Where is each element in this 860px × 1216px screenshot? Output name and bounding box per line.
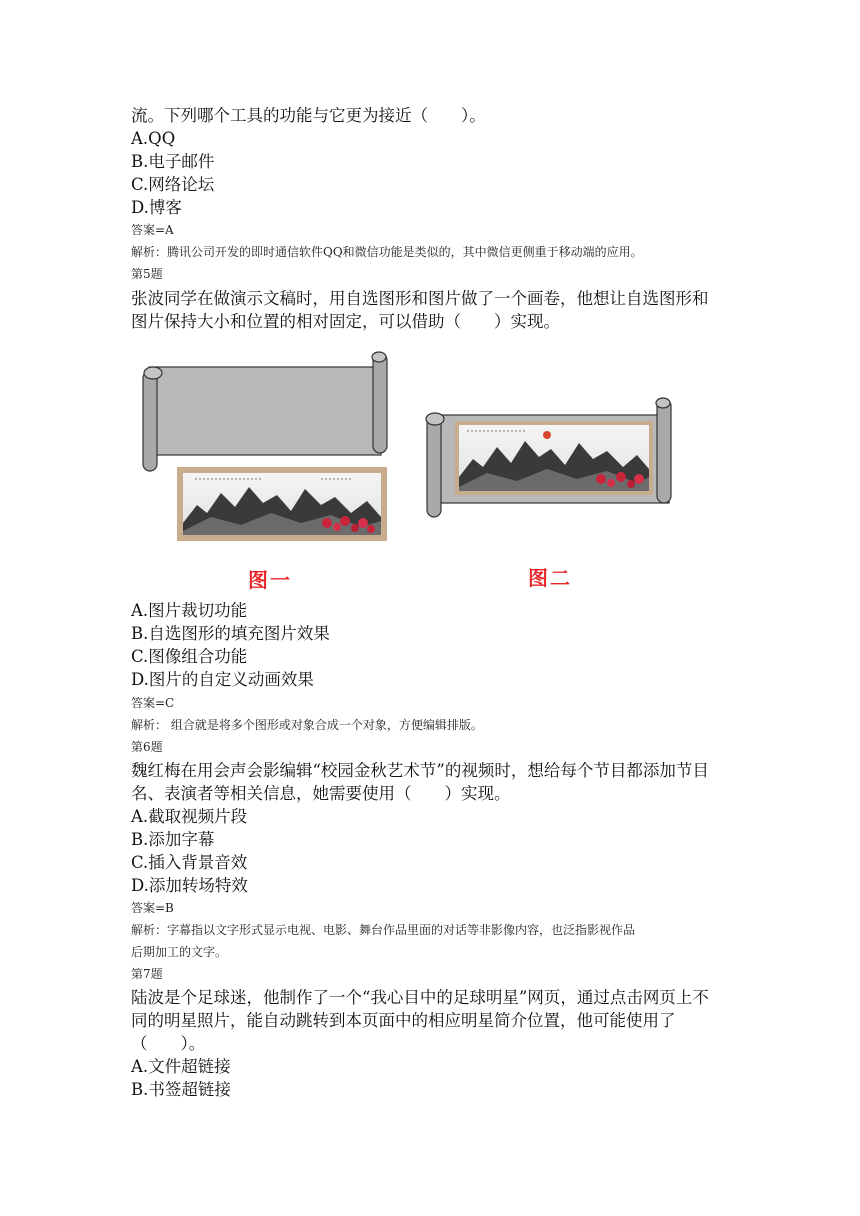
figure1-painting [177, 467, 387, 541]
q6-stem-line1: 魏红梅在用会声会影编辑“校园金秋艺术节”的视频时，想给每个节目都添加节目 [131, 761, 709, 780]
q6-analysis-line2: 后期加工的文字。 [131, 945, 228, 959]
q6-number: 第6题 [131, 740, 163, 754]
figure2-caption: 图二 [528, 566, 572, 590]
q4-analysis: 解析：腾讯公司开发的即时通信软件QQ和微信功能是类似的，其中微信更侧重于移动端的应用。 [131, 245, 643, 259]
q5-answer: 答案=C [131, 696, 175, 710]
q4-option-a: A.QQ [131, 129, 176, 148]
q7-stem-line3: （ ）。 [131, 1034, 206, 1053]
q7-stem-line1: 陆波是个足球迷，他制作了一个“我心目中的足球明星”网页，通过点击网页上不 [131, 988, 709, 1007]
q4-option-c: C.网络论坛 [131, 175, 215, 194]
q5-option-d: D.图片的自定义动画效果 [131, 670, 314, 689]
q6-option-b: B.添加字幕 [131, 830, 215, 849]
q5-figure [131, 345, 691, 590]
figure2-scroll [426, 398, 671, 517]
q4-option-b: B.电子邮件 [131, 152, 215, 171]
q6-option-a: A.截取视频片段 [131, 807, 248, 826]
q4-answer: 答案=A [131, 223, 174, 237]
q5-option-c: C.图像组合功能 [131, 647, 248, 666]
q6-option-c: C.插入背景音效 [131, 853, 248, 872]
q6-stem-line2: 名、表演者等相关信息，她需要使用（ ）实现。 [131, 784, 511, 803]
figure1-caption: 图一 [248, 568, 292, 592]
q5-option-a: A.图片裁切功能 [131, 601, 248, 620]
q4-option-d: D.博客 [131, 198, 182, 217]
q6-analysis-line1: 解析：字幕指以文字形式显示电视、电影、舞台作品里面的对话等非影像内容，也泛指影视作品 [131, 923, 636, 937]
q7-number: 第7题 [131, 967, 163, 981]
figure1-scroll [143, 352, 387, 471]
q5-stem-line1: 张波同学在做演示文稿时，用自选图形和图片做了一个画卷，他想让自选图形和 [131, 289, 709, 308]
q5-option-b: B.自选图形的填充图片效果 [131, 624, 330, 643]
q4-stem-tail: 流。下列哪个工具的功能与它更为接近（ ）。 [131, 106, 486, 125]
q6-answer: 答案=B [131, 901, 174, 915]
q5-stem-line2: 图片保持大小和位置的相对固定，可以借助（ ）实现。 [131, 312, 560, 331]
q6-option-d: D.添加转场特效 [131, 876, 248, 895]
q5-analysis: 解析： 组合就是将多个图形或对象合成一个对象，方便编辑排版。 [131, 718, 483, 732]
scroll-illustration [131, 345, 691, 590]
q7-stem-line2: 同的明星照片，能自动跳转到本页面中的相应明星简介位置，他可能使用了 [131, 1011, 676, 1030]
q7-option-b: B.书签超链接 [131, 1080, 231, 1099]
q5-number: 第5题 [131, 267, 163, 281]
q7-option-a: A.文件超链接 [131, 1057, 231, 1076]
